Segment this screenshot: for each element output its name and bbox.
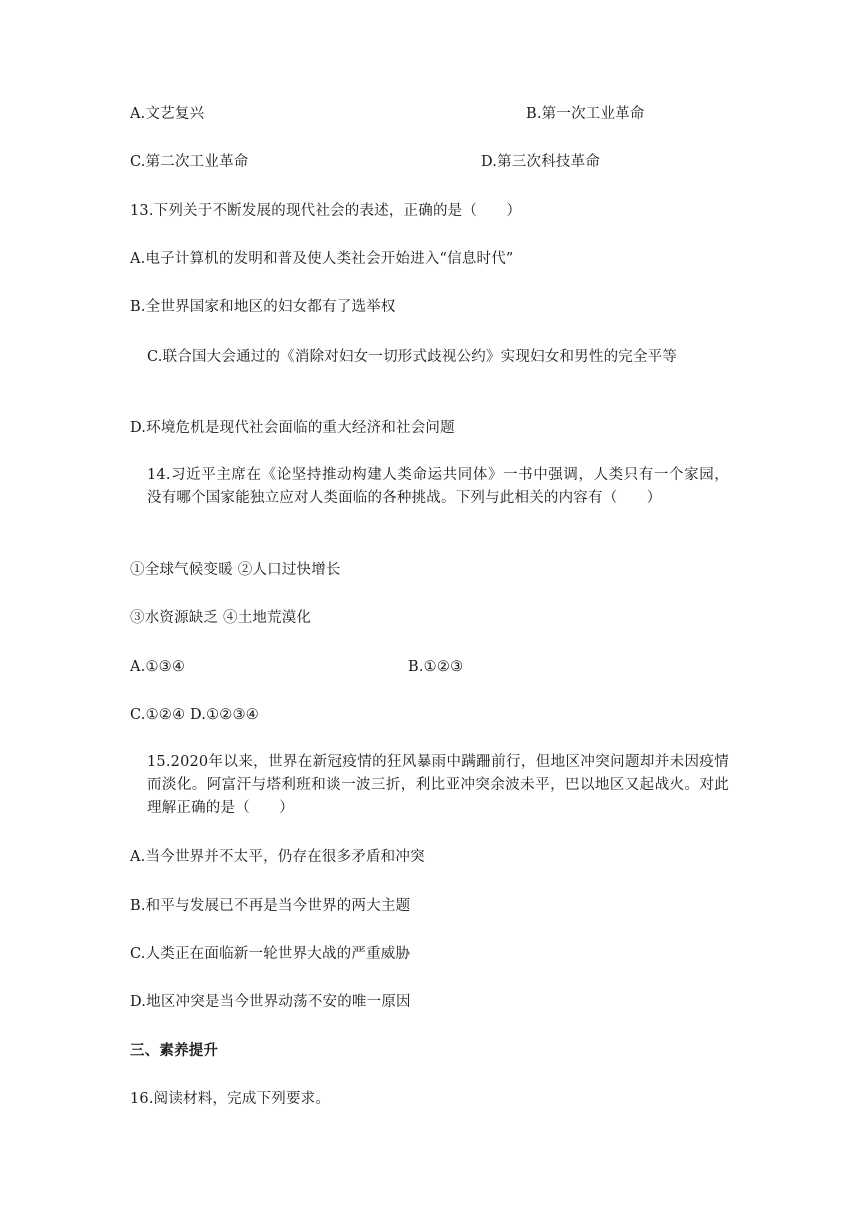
q15-option-c: C.人类正在面临新一轮世界大战的严重威胁 [130, 946, 411, 962]
q15-option-a: A.当今世界并不太平，仍存在很多矛盾和冲突 [130, 849, 425, 865]
q15-option-d: D.地区冲突是当今世界动荡不安的唯一原因 [130, 994, 411, 1010]
q13-option-c: C.联合国大会通过的《消除对妇女一切形式歧视公约》实现妇女和男性的完全平等 [147, 349, 678, 365]
q12-option-d: D.第三次科技革命 [481, 154, 601, 170]
q14-option-a: A.①③④ [130, 659, 186, 675]
q13-stem: 13.下列关于不断发展的现代社会的表述，正确的是（ ） [130, 203, 522, 219]
q15-stem: 15.2020年以来，世界在新冠疫情的狂风暴雨中蹒跚前行，但地区冲突问题却并未因疫情而淡化。阿富汗与塔利班和谈一波三折，利比亚冲突余波未平，巴以地区又起战火。对此理解正确的是（ ） [147, 754, 729, 816]
q14-option-cd: C.①②④ D.①②③④ [130, 707, 259, 723]
q13-option-d: D.环境危机是现代社会面临的重大经济和社会问题 [130, 420, 455, 436]
q12-option-a: A.文艺复兴 [130, 106, 205, 122]
q14-items-line-2: ③水资源缺乏 ④土地荒漠化 [130, 610, 312, 626]
q14-stem: 14.习近平主席在《论坚持推动构建人类命运共同体》一书中强调，人类只有一个家园，没有哪个国家能独立应对人类面临的各种挑战。下列与此相关的内容有（ ） [147, 467, 729, 506]
q13-option-a: A.电子计算机的发明和普及使人类社会开始进入“信息时代” [130, 251, 514, 267]
q16-stem: 16.阅读材料，完成下列要求。 [130, 1091, 331, 1107]
q14-option-b: B.①②③ [408, 659, 464, 675]
q14-items-line-1: ①全球气候变暖 ②人口过快增长 [130, 562, 341, 578]
q12-option-b: B.第一次工业革命 [526, 106, 645, 122]
q13-option-b: B.全世界国家和地区的妇女都有了选举权 [130, 299, 396, 315]
section-3-heading: 三、素养提升 [130, 1042, 219, 1059]
q12-option-c: C.第二次工业革命 [130, 154, 249, 170]
q15-option-b: B.和平与发展已不再是当今世界的两大主题 [130, 898, 411, 914]
